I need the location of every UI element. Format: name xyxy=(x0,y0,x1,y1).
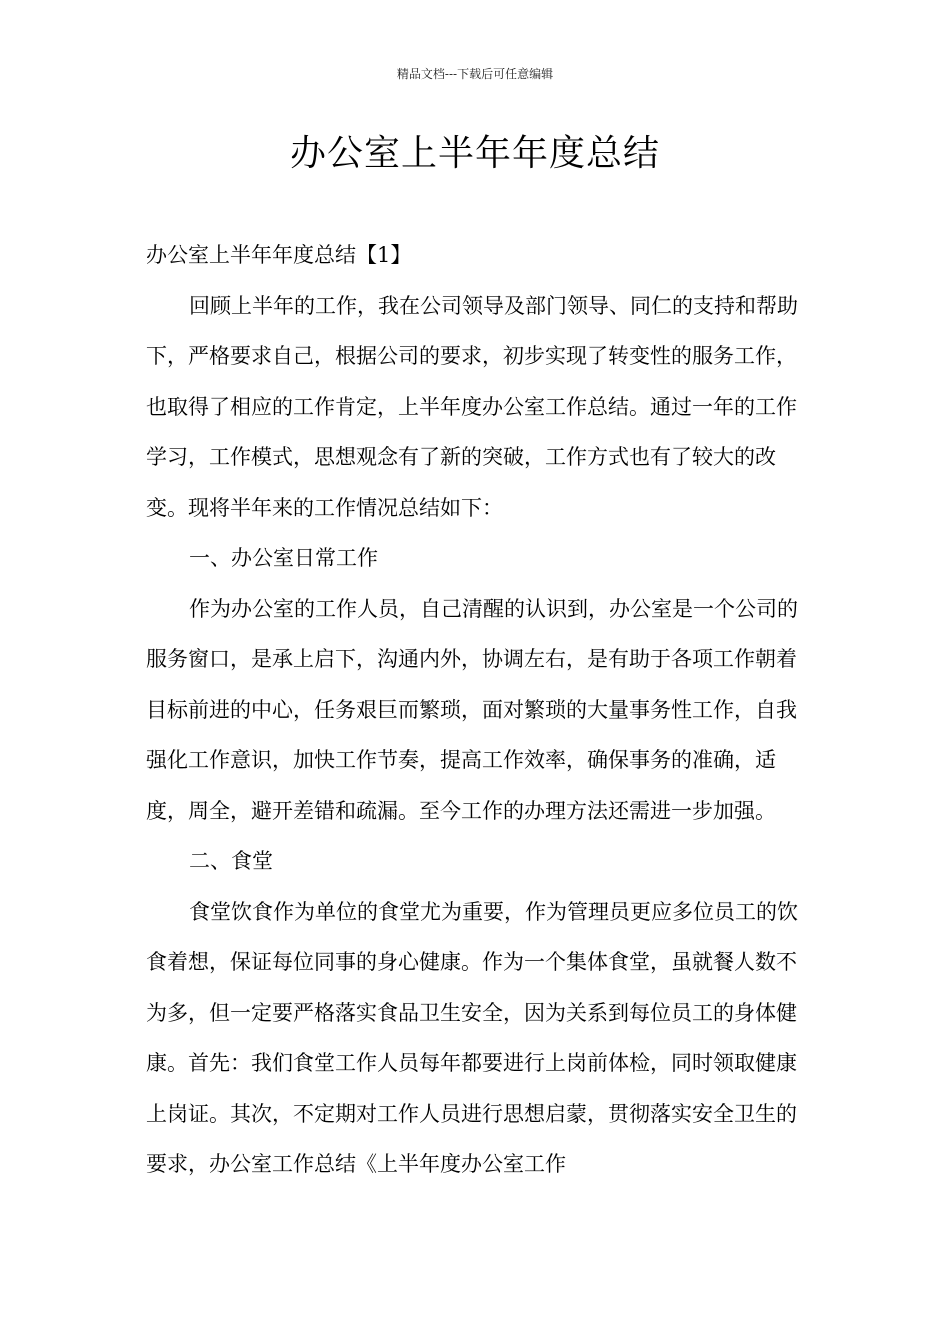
text-line: 作为办公室的工作人员，自己清醒的认识到，办公室是一个公 xyxy=(189,596,756,621)
text-line: 帮助下，严格要求自己，根据公司的要求，初步实现了转变性的服 xyxy=(146,293,798,368)
document-title: 办公室上半年年度总结 xyxy=(289,133,660,174)
section-subtitle: 办公室上半年年度总结【1】 xyxy=(146,243,412,267)
text-line: 贯彻落实安全卫生的要求，办公室工作总结《上半年度办公室工作 xyxy=(146,1101,797,1176)
text-line: 检，同时领取健康上岗证。其次，不定期对工作人员进行思想启蒙， xyxy=(146,1051,797,1126)
text-line: 回顾上半年的工作，我在公司领导及部门领导、同仁的支持和 xyxy=(189,293,756,318)
paragraph-canteen xyxy=(146,887,808,1190)
text-line: 食堂饮食作为单位的食堂尤为重要，作为管理员更应多位员工 xyxy=(189,899,756,924)
paragraph-office-daily-work xyxy=(146,584,808,837)
page-header: 精品文档---下载后可任意编辑 xyxy=(396,67,554,81)
document-body xyxy=(146,230,808,1190)
text-line: 司的服务窗口，是承上启下，沟通内外，协调左右，是有助于各项 xyxy=(146,596,798,671)
text-line: 性工作，自我强化工作意识，加快工作节奏，提高工作效率，确保 xyxy=(146,697,797,772)
text-line: 员工的身体健康。首先：我们食堂工作人员每年都要进行上岗前体 xyxy=(146,1000,797,1075)
text-line: 餐人数不为多，但一定要严格落实食品卫生安全，因为关系到每位 xyxy=(146,950,797,1025)
text-line: 事务的准确，适度，周全，避开差错和疏漏。至今工作的办理方法 xyxy=(146,748,776,823)
text-line: 还需进一步加强。 xyxy=(608,798,776,823)
paragraph-intro xyxy=(146,281,808,534)
text-line: 务工作，也取得了相应的工作肯定，上半年度办公室工作总结。通 xyxy=(146,344,797,419)
text-line: 的饮食着想，保证每位同事的身心健康。作为一个集体食堂，虽就 xyxy=(146,899,798,974)
heading-canteen: 二、食堂 xyxy=(189,849,273,873)
text-line: 也有了较大的改变。现将半年来的工作情况总结如下： xyxy=(146,445,776,520)
text-line: 工作朝着目标前进的中心，任务艰巨而繁琐，面对繁琐的大量事务 xyxy=(146,647,797,722)
heading-office-daily-work: 一、办公室日常工作 xyxy=(189,546,378,570)
text-line: 过一年的工作学习，工作模式，思想观念有了新的突破，工作方式 xyxy=(146,394,797,469)
